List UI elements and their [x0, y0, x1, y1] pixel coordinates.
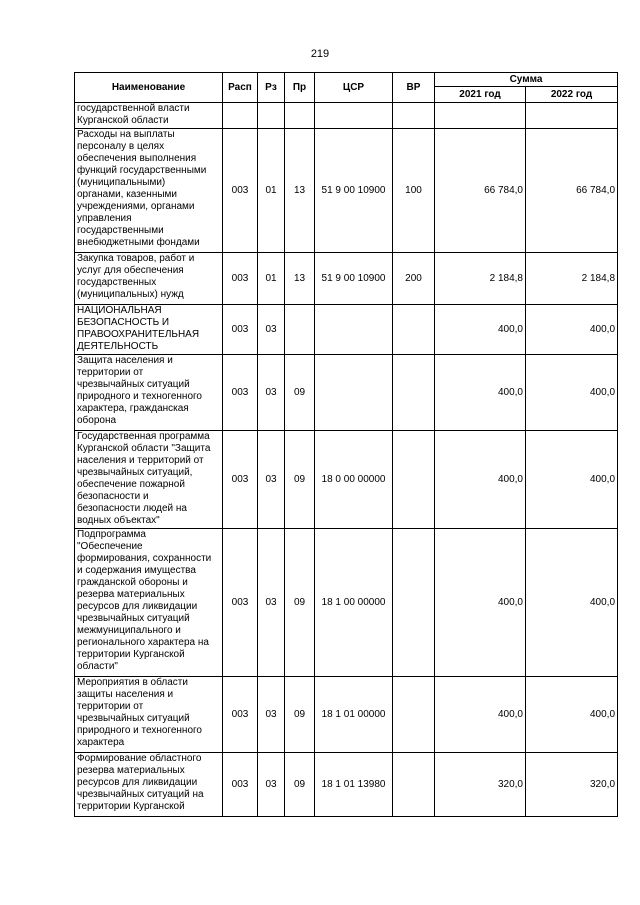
cell-pr: 13 [285, 253, 315, 305]
cell-rz [258, 103, 285, 129]
cell-vr [393, 529, 435, 677]
table-row [75, 253, 618, 305]
table-row [75, 305, 618, 355]
cell-name: Государственная программа Курганской области "Защита населения и территорий от чрезвычайных ситуаций, обеспечение пожарной безопасности и безопасности людей на водных объектах" [75, 431, 223, 529]
cell-rz: 01 [258, 129, 285, 253]
cell-rasp: 003 [223, 129, 258, 253]
cell-rasp: 003 [223, 529, 258, 677]
table-row [75, 129, 618, 253]
cell-2022 [526, 103, 618, 129]
cell-2022: 320,0 [526, 753, 618, 817]
cell-rasp: 003 [223, 753, 258, 817]
header-pr: Пр [285, 73, 315, 103]
header-rz: Рз [258, 73, 285, 103]
cell-name: государственной власти Курганской области [75, 103, 223, 129]
cell-pr [285, 305, 315, 355]
cell-2022: 2 184,8 [526, 253, 618, 305]
cell-vr [393, 431, 435, 529]
cell-name: НАЦИОНАЛЬНАЯ БЕЗОПАСНОСТЬ И ПРАВООХРАНИТЕЛЬНАЯ ДЕЯТЕЛЬНОСТЬ [75, 305, 223, 355]
cell-csr: 18 1 00 00000 [315, 529, 393, 677]
cell-name: Подпрограмма "Обеспечение формирования, сохранности и содержания имущества гражданской обороны и резерва материальных ресурсов для ликвидации чрезвычайных ситуаций межмуниципального и регионального характера на территории Курганской области" [75, 529, 223, 677]
table-row [75, 753, 618, 817]
cell-name: Расходы на выплаты персоналу в целях обеспечения выполнения функций государственными (муниципальными) органами, казенными учреждениями, органами управления государственными внебюджетными фондами [75, 129, 223, 253]
cell-rasp: 003 [223, 431, 258, 529]
cell-vr: 200 [393, 253, 435, 305]
cell-rz: 01 [258, 253, 285, 305]
table-row [75, 431, 618, 529]
cell-rz: 03 [258, 529, 285, 677]
cell-rz: 03 [258, 305, 285, 355]
cell-rz: 03 [258, 753, 285, 817]
page-number: 219 [310, 48, 330, 60]
header-rasp: Расп [223, 73, 258, 103]
header-csr: ЦСР [315, 73, 393, 103]
cell-name: Мероприятия в области защиты населения и территории от чрезвычайных ситуаций природного и техногенного характера [75, 677, 223, 753]
cell-2021: 400,0 [435, 305, 526, 355]
header-name: Наименование [75, 73, 223, 103]
cell-csr: 51 9 00 10900 [315, 253, 393, 305]
cell-csr: 18 1 01 13980 [315, 753, 393, 817]
cell-csr: 18 1 01 00000 [315, 677, 393, 753]
cell-2022: 66 784,0 [526, 129, 618, 253]
header-sum: Сумма [435, 73, 618, 87]
cell-pr: 13 [285, 129, 315, 253]
cell-2022: 400,0 [526, 355, 618, 431]
header-2021: 2021 год [435, 87, 526, 103]
cell-vr [393, 103, 435, 129]
cell-csr [315, 103, 393, 129]
cell-name: Закупка товаров, работ и услуг для обеспечения государственных (муниципальных) нужд [75, 253, 223, 305]
cell-pr: 09 [285, 529, 315, 677]
cell-pr [285, 103, 315, 129]
table-row [75, 355, 618, 431]
cell-csr: 18 0 00 00000 [315, 431, 393, 529]
table-row [75, 103, 618, 129]
cell-2022: 400,0 [526, 529, 618, 677]
cell-vr [393, 355, 435, 431]
cell-2022: 400,0 [526, 305, 618, 355]
cell-2021 [435, 103, 526, 129]
budget-table [74, 72, 618, 817]
table-row [75, 677, 618, 753]
header-2022: 2022 год [526, 87, 618, 103]
cell-pr: 09 [285, 355, 315, 431]
cell-2021: 400,0 [435, 431, 526, 529]
cell-2021: 2 184,8 [435, 253, 526, 305]
cell-2021: 400,0 [435, 529, 526, 677]
cell-2022: 400,0 [526, 431, 618, 529]
cell-pr: 09 [285, 677, 315, 753]
cell-vr [393, 753, 435, 817]
cell-csr [315, 355, 393, 431]
cell-rasp: 003 [223, 355, 258, 431]
cell-rasp [223, 103, 258, 129]
cell-rasp: 003 [223, 305, 258, 355]
cell-pr: 09 [285, 431, 315, 529]
cell-name: Защита населения и территории от чрезвычайных ситуаций природного и техногенного характера, гражданская оборона [75, 355, 223, 431]
cell-rasp: 003 [223, 253, 258, 305]
table-row [75, 529, 618, 677]
cell-vr [393, 305, 435, 355]
cell-2021: 400,0 [435, 677, 526, 753]
cell-rz: 03 [258, 677, 285, 753]
cell-2021: 320,0 [435, 753, 526, 817]
cell-rasp: 003 [223, 677, 258, 753]
cell-rz: 03 [258, 355, 285, 431]
cell-vr [393, 677, 435, 753]
cell-csr: 51 9 00 10900 [315, 129, 393, 253]
cell-2021: 400,0 [435, 355, 526, 431]
cell-vr: 100 [393, 129, 435, 253]
cell-name: Формирование областного резерва материальных ресурсов для ликвидации чрезвычайных ситуаций на территории Курганской [75, 753, 223, 817]
header-vr: ВР [393, 73, 435, 103]
cell-rz: 03 [258, 431, 285, 529]
cell-csr [315, 305, 393, 355]
cell-2022: 400,0 [526, 677, 618, 753]
cell-pr: 09 [285, 753, 315, 817]
cell-2021: 66 784,0 [435, 129, 526, 253]
